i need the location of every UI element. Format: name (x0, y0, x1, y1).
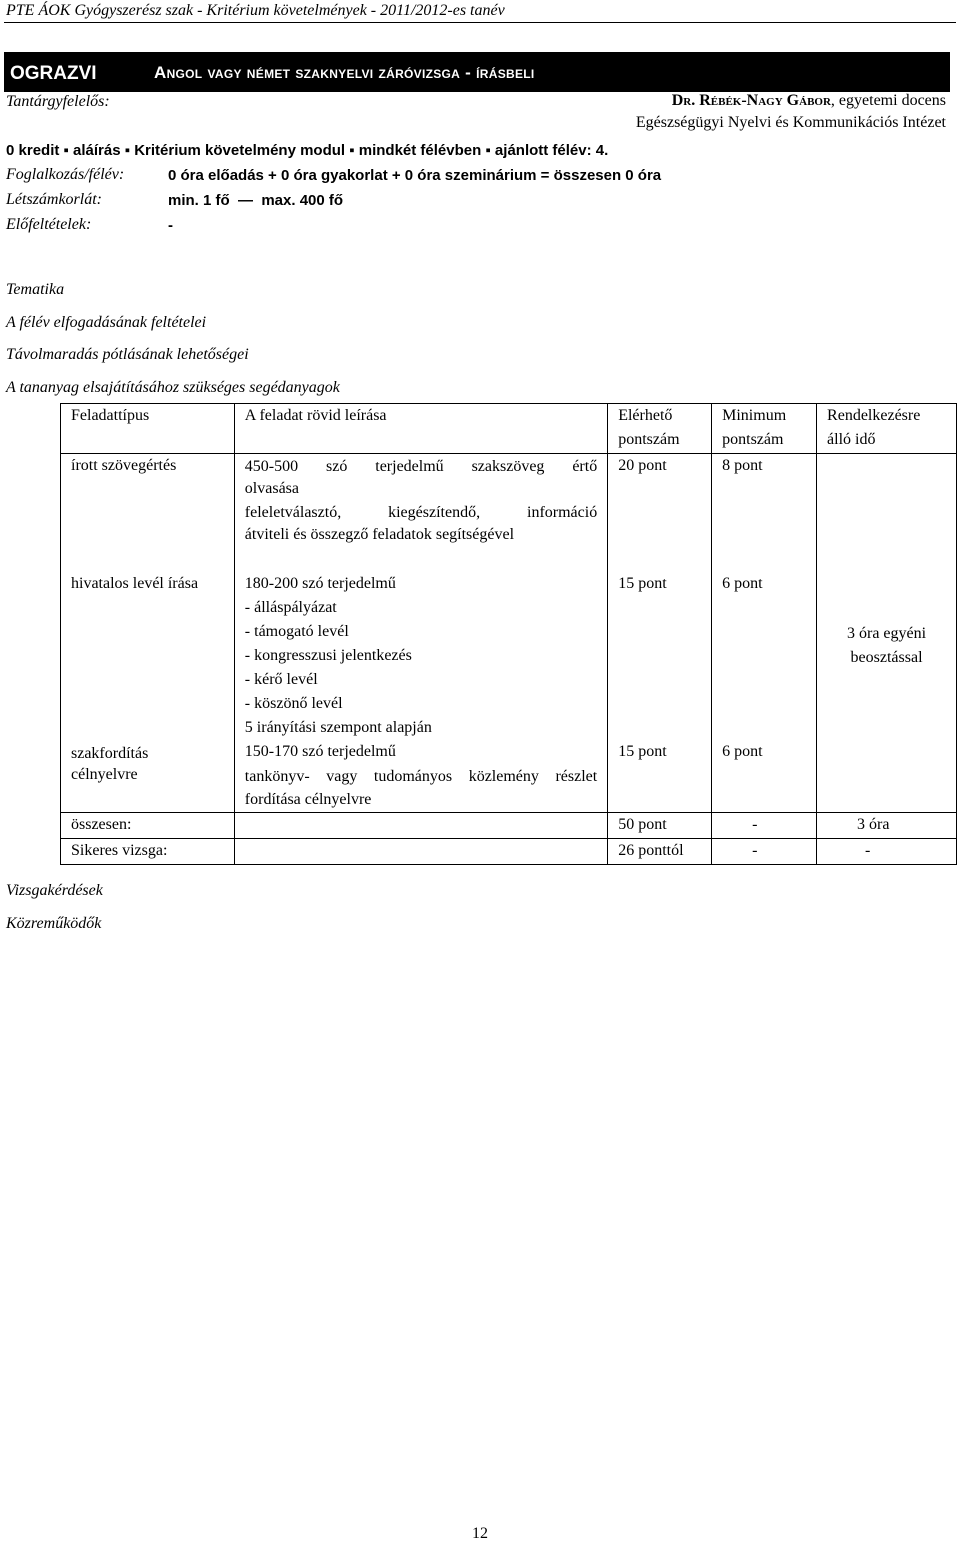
desc-line: 5 irányítási szempont alapján (244, 718, 432, 736)
responsible-name: Dr. Rébék-Nagy Gábor (671, 92, 831, 109)
course-title: Angol vagy német szaknyelvi záróvizsga - írásbeli (154, 63, 535, 82)
desc-line: - köszönő levél (244, 694, 343, 712)
table-total-row (61, 812, 957, 838)
row-desc (234, 572, 607, 740)
header-min (712, 404, 817, 454)
section-tematika: Tematika (6, 281, 65, 298)
row-min: 6 pont (712, 572, 817, 740)
header-max-line2: pontszám (618, 431, 680, 448)
desc-line: - támogató levél (244, 622, 349, 640)
table-row (61, 454, 957, 572)
total-time: 3 óra (817, 812, 957, 838)
row-max: 15 pont (608, 740, 712, 813)
pass-label: Sikeres vizsga: (61, 838, 235, 864)
course-title-bar (4, 52, 950, 92)
desc-line: átviteli és összegző feladatok segítségével (244, 526, 515, 543)
total-min: - (712, 812, 817, 838)
detail-label-letszam: Létszámkorlát: (6, 191, 102, 208)
row-type: írott szövegértés (61, 454, 235, 572)
row-max: 20 pont (608, 454, 712, 572)
desc-line: 150-170 szó terjedelmű (244, 742, 396, 760)
row-max: 15 pont (608, 572, 712, 740)
detail-value-letszam: min. 1 fő — max. 400 fő (168, 192, 344, 209)
credits-line: 0 kredit ▪ aláírás ▪ Kritérium követelmény modul ▪ mindkét félévben ▪ ajánlott félév: 4. (6, 142, 609, 159)
time-merged-line2: beosztással (850, 648, 923, 666)
running-header: PTE ÁOK Gyógyszerész szak - Kritérium követelmények - 2011/2012-es tanév (6, 2, 505, 19)
desc-line: feleletválasztó, kiegészítendő, információ (244, 504, 598, 521)
detail-value-elofeltetel: - (168, 217, 173, 234)
row-type (61, 740, 235, 813)
header-time-line2: álló idő (827, 431, 876, 448)
header-desc: A feladat rövid leírása (234, 404, 607, 454)
row-time (817, 454, 957, 572)
pass-desc (234, 838, 607, 864)
table-header-row (61, 404, 957, 454)
table-row (61, 572, 957, 740)
detail-label-foglalkozas: Foglalkozás/félév: (6, 166, 125, 183)
desc-line: - álláspályázat (244, 598, 337, 616)
exam-requirements-table (60, 403, 957, 865)
row-desc (234, 454, 607, 572)
header-max (608, 404, 712, 454)
row-type: hivatalos levél írása (61, 572, 235, 740)
header-min-line1: Minimum (722, 407, 787, 424)
desc-line: tankönyv- vagy tudományos közlemény részlet (244, 767, 598, 785)
responsible-label: Tantárgyfelelős: (6, 93, 110, 110)
desc-line: olvasása (244, 480, 299, 497)
course-code: OGRAZVI (10, 63, 97, 84)
total-desc (234, 812, 607, 838)
section-vizsgakerdesek: Vizsgakérdések (6, 882, 103, 899)
type-line: célnyelvre (71, 765, 138, 783)
page-number: 12 (472, 1525, 488, 1542)
desc-line: - kongresszusi jelentkezés (244, 646, 412, 664)
section-kozremukodok: Közreműködők (6, 915, 102, 932)
desc-line: - kérő levél (244, 670, 318, 688)
time-merged-line1: 3 óra egyéni (846, 624, 927, 642)
header-time-line1: Rendelkezésre (827, 407, 921, 424)
desc-line: 450-500 szó terjedelmű szakszöveg értő (244, 458, 598, 475)
responsible-position: , egyetemi docens (830, 92, 946, 109)
responsible-institute: Egészségügyi Nyelvi és Kommunikációs Intézet (635, 114, 946, 131)
row-time-merged (817, 572, 957, 813)
responsible-person (672, 92, 946, 110)
detail-label-elofeltetel: Előfeltételek: (6, 216, 92, 233)
row-desc (234, 740, 607, 813)
header-rule (4, 22, 956, 23)
header-min-line2: pontszám (722, 431, 784, 448)
header-time (817, 404, 957, 454)
total-label: összesen: (61, 812, 235, 838)
section-segedanyag: A tananyag elsajátításához szükséges segédanyagok (6, 379, 340, 396)
desc-line: fordítása célnyelvre (244, 790, 372, 808)
pass-max: 26 ponttól (608, 838, 712, 864)
table-pass-row (61, 838, 957, 864)
row-min: 8 pont (712, 454, 817, 572)
section-tavolmaradas: Távolmaradás pótlásának lehetőségei (6, 346, 249, 363)
pass-min: - (712, 838, 817, 864)
row-min: 6 pont (712, 740, 817, 813)
type-line: szakfordítás (71, 744, 149, 762)
header-type: Feladattípus (61, 404, 235, 454)
pass-time: - (817, 838, 957, 864)
header-max-line1: Elérhető (618, 407, 673, 424)
detail-value-foglalkozas: 0 óra előadás + 0 óra gyakorlat + 0 óra szeminárium = összesen 0 óra (168, 167, 662, 184)
section-elfogadas: A félév elfogadásának feltételei (6, 314, 207, 331)
desc-line: 180-200 szó terjedelmű (244, 574, 396, 592)
total-max: 50 pont (608, 812, 712, 838)
